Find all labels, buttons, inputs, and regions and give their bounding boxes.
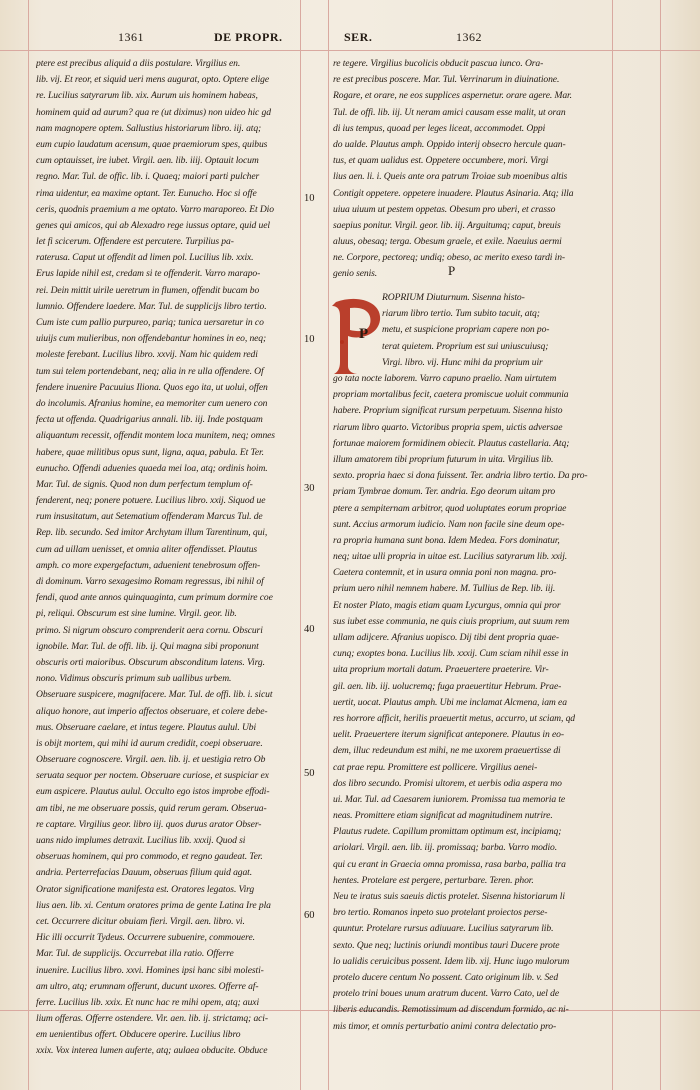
line-number: 10 xyxy=(304,334,315,345)
text-line: lium offeras. Offerre ostendere. Vir. aen. lib. ij. strictamq; aci- xyxy=(36,1013,268,1025)
text-line: am tibi, ne me obseruare possis, quid rerum geram. Obserua- xyxy=(36,802,267,814)
text-line: saepius ponitur. Virgil. geor. lib. iij. Arguitumq; caput, breuis xyxy=(333,219,561,231)
text-line: ullam adijcere. Afranius uopisco. Dij tibi dent propria quae- xyxy=(333,632,559,643)
text-line: pi, reliqui. Obscurum est sine lumine. Virgil. geor. lib. xyxy=(36,608,237,620)
text-line: tum sui telem portendebant, neq; alia in re ulla offendere. Of xyxy=(36,365,264,377)
margin-rule-left xyxy=(28,0,29,1090)
text-line: cet. Occurrere dicitur obuiam fieri. Virgil. aen. libro. vi. xyxy=(36,915,245,927)
text-line: neas. Promittere etiam significat ad magnitudinem nutrire. xyxy=(333,810,553,822)
decorated-initial xyxy=(328,296,384,376)
text-line: mis timor, et omnis perturbatio animi contra delectatio pro- xyxy=(333,1020,557,1032)
outer-rule-right xyxy=(660,0,661,1090)
text-line: uertit, uocat. Plautus amph. Ubi me inclamat Alcmena, iam ea xyxy=(333,696,567,708)
text-line: lumnio. Offendere laedere. Mar. Tul. de supplicijs libro tertio. xyxy=(36,300,267,312)
text-line: fecta ut offenda. Quadrigarius annali. lib. iij. Inde postquam xyxy=(36,414,263,426)
text-line: primo. Si nigrum obscuro comprenderit aera cornu. Obscuri xyxy=(36,624,263,636)
text-line: quuntur. Protelare rursus adiuuare. Lucilius satyrarum lib. xyxy=(333,923,554,935)
text-line: uans nido implumes detraxit. Lucilius lib. xxxij. Quod si xyxy=(36,835,246,846)
text-line: uita proprium mortali datum. Praeuertere praeterire. Vir- xyxy=(333,664,549,676)
text-line: do incolumis. Afranius homine, ea memoriter cum uenero con xyxy=(36,397,268,409)
text-line: ra propria humana sunt bona. Idem Medea. Fors dominatur, xyxy=(333,534,560,546)
text-line: let fi scicerum. Offendere est percutere. Turpilius pa- xyxy=(36,236,234,248)
text-line: eum aspicere. Plautus aulul. Occulto ego istos improbe effodi- xyxy=(36,786,270,798)
text-line: Contigit oppetere. oppetere inuadere. Plautus Asinaria. Atq; illa xyxy=(333,187,574,199)
text-line: illum amatorem tibi proprium futurum in uita. Virgilius lib. xyxy=(333,453,554,465)
text-line: eunucho. Offendi aduenies quaeda mei loa, atq; ordinis hoim. xyxy=(36,462,268,474)
text-line: metu, et suspicione propriam capere non po- xyxy=(382,324,550,336)
text-line: uelit. Praeuertere iterum significat anteponere. Plautus in eo- xyxy=(333,729,564,741)
text-line: is obijt mortem, qui mihi id aurum credidit, coepi obseruare. xyxy=(36,737,263,749)
text-line: di ius tempus, quoad per leges liceat, accommodet. Oppi xyxy=(333,122,546,134)
right-text-initial-lines xyxy=(382,290,608,371)
text-line: Obseruare suspicere, magnifacere. Mar. Tul. de offi. lib. i. sicut xyxy=(36,689,273,701)
text-line: Neu te iratus suis saeuis dictis protelet. Sisenna historiarum li xyxy=(333,891,565,902)
column-rule-right-inner xyxy=(328,0,329,1090)
text-line: re est precibus poscere. Mar. Tul. Verrinarum in diuinatione. xyxy=(333,74,560,86)
text-line: raterusa. Caput ut offendit ad limen pol. Lucilius lib. xxix. xyxy=(36,252,254,264)
text-line: do ualde. Plautus amph. Oppido interij obsecro hercule quan- xyxy=(333,138,566,150)
section-letter: P xyxy=(448,263,456,278)
text-line: mus. Obseruare caelare, et intus tegere. Plautus aulul. Ubi xyxy=(36,721,257,733)
text-line: Cum iste cum pallio purpureo, pariq; tunica uersaretur in co xyxy=(36,317,264,328)
text-line: aluus, obesaq; terga. Obesum graele, et exile. Naeuius aermi xyxy=(333,236,562,248)
text-line: habere, quae militibus opus sunt, ligna, aqua, pabula. Et Ter. xyxy=(36,446,264,458)
text-line: Plautus rudete. Capillum promittam optimum est, incipiamq; xyxy=(333,826,562,838)
text-line: di dominum. Varro sexagesimo Romam regressus, ibi nihil of xyxy=(36,576,264,587)
text-line: fendi, quod ante annos quinquaginta, cum primum dormire coe xyxy=(36,592,273,604)
running-title-left: DE PROPR. xyxy=(214,30,283,44)
text-line: regno. Mar. Tul. de offic. lib. i. Quaeq; maiori parti pulcher xyxy=(36,171,260,183)
text-line: ROPRIUM Diuturnum. Sisenna histo- xyxy=(382,292,525,303)
text-line: Orator significatione manifesta est. Oratores legatos. Virg xyxy=(36,883,255,895)
line-number: 50 xyxy=(304,768,315,779)
text-line: moleste ferebant. Lucilius libro. xxvij. Nam hic quidem redi xyxy=(36,349,258,361)
text-line: eum cupio laudatum acensum, quae praemiorum spes, quibus xyxy=(36,138,268,150)
text-line: ne. Corpore, pectoreq; undiq; obeso, ac merito exeso tardi in- xyxy=(333,252,565,264)
text-line: cum optauisset, ire iubet. Virgil. aen. lib. iiij. Optauit locum xyxy=(36,155,259,167)
text-line: habere. Proprium significat rursum perpetuum. Sisenna histo xyxy=(333,405,563,417)
text-line: nono. Vidimus obscuris primum sub uallibus urbem. xyxy=(36,673,232,685)
text-line: protelo ducere centum No possent. Cato originum lib. v. Sed xyxy=(333,971,559,983)
text-line: Et noster Plato, magis etiam quam Lycurgus, omnia qui pror xyxy=(333,599,561,611)
margin-rule-right xyxy=(612,0,613,1090)
text-line: Tul. de offi. lib. iij. Ut neram amici causam esse malit, ut oran xyxy=(333,106,566,118)
text-line: dos libro secundo. Promisi ultorem, et uerbis odia aspera mo xyxy=(333,777,562,789)
text-line: priam Tymbrae domum. Ter. andria. Ego deorum uitam pro xyxy=(333,486,556,498)
text-line: sexto. propria haec si dona fuissent. Ter. andria libro tertio. Da pro- xyxy=(333,470,588,482)
text-line: ceris, quodnis praemium a me optato. Varro maraporeo. Et Dio xyxy=(36,203,274,215)
text-line: Obseruare cognoscere. Virgil. aen. lib. ij. et uestigia retro Ob xyxy=(36,754,266,766)
initial-letter: P xyxy=(359,326,369,342)
folio-right: 1362 xyxy=(456,30,482,44)
text-line: re captare. Virgilius geor. libro iij. quos durus arator Obser- xyxy=(36,818,262,830)
left-text-column xyxy=(36,56,296,1060)
text-line: gil. aen. lib. iij. uolucremq; fuga praeuertitur Hebrum. Prae- xyxy=(333,680,562,692)
text-line: sus iubet esse communia, ne quis ciuis proprium, aut suum rem xyxy=(333,615,570,627)
text-line: re. Lucilius satyrarum lib. xix. Aurum uis hominem habeas, xyxy=(36,90,258,102)
column-rule-left-inner xyxy=(300,0,301,1090)
text-line: lius aen. li. i. Queis ante ora patrum Troiae sub moenibus altis xyxy=(333,171,568,183)
text-line: Caetera contemnit, et in usura omnia poni non magna. pro- xyxy=(333,567,557,579)
text-line: Hic illi occurrit Tydeus. Occurrere subuenire, commouere. xyxy=(36,932,255,944)
folio-left: 1361 xyxy=(118,30,144,44)
text-line: terat quietem. Proprium est sui uniuscuiusq; xyxy=(382,340,549,352)
text-line: obseruas hominem, qui pro commodo, et regno gaudeat. Ter. xyxy=(36,851,263,863)
text-line: propriam mortalibus fecit, caetera promiscue uoluit communia xyxy=(333,389,569,401)
line-number: 10 xyxy=(304,193,315,204)
text-line: Rep. lib. secundo. Sed imitor Archytam illum Tarentinum, qui, xyxy=(36,527,268,539)
text-line: nam magnopere optem. Sallustius historiarum libro. iij. atq; xyxy=(36,122,262,134)
text-line: sunt. Accius armorum iudicio. Nam non facile sine deum ope- xyxy=(333,518,565,530)
text-line: rima uidentur, ea maxime optant. Ter. Eunucho. Hoc si offe xyxy=(36,187,257,199)
text-line: fortunae maiorem formidinem obiecit. Plautus castellaria. Atq; xyxy=(333,437,570,449)
text-line: seruata sequor per noctem. Obseruare curiose, et suspiciar ex xyxy=(36,770,269,782)
text-line: cunq; exoptes bona. Lucilius lib. xxxij. Cum sciam nihil esse in xyxy=(333,648,569,660)
text-line: uiua uiuum ut pestem oppetas. Obesum pro uberi, et crasso xyxy=(333,203,556,215)
text-line: ptere est precibus aliquid a diis postulare. Virgilius en. xyxy=(36,58,241,69)
text-line: liberis educandis. Remotissimum ad discendum formido, ac ni- xyxy=(333,1004,569,1016)
text-line: genio senis. xyxy=(333,268,378,280)
text-line: uiuijs cum mulieribus, non offendebantur homines in eo, neq; xyxy=(36,333,267,345)
text-line: dem, illuc redeundum est mihi, ne me uxorem praeuertisse di xyxy=(333,745,561,757)
text-line: cum ad uillam uenisset, et omnia aliter offendisset. Plautus xyxy=(36,543,258,555)
text-line: cat prae repu. Promittere est pollicere. Virgilius aenei- xyxy=(333,761,538,773)
text-line: fenderent, neq; ponere potuere. Lucilius libro. xxij. Siquod ue xyxy=(36,495,266,507)
text-line: riarum libro tertio. Tum subito tacuit, atq; xyxy=(382,308,540,320)
header-rule xyxy=(0,50,700,51)
text-line: ptere a sempiternam arbitror, quod uoluptates eorum propriae xyxy=(333,502,567,514)
text-line: ariolari. Virgil. aen. lib. iij. promissaq; barba. Varro modio. xyxy=(333,842,558,854)
text-line: inuenire. Lucilius libro. xxvi. Homines ipsi hanc sibi molesti- xyxy=(36,964,264,976)
text-line: bro tertio. Romanos inpeto suo protelant proiectos perse- xyxy=(333,907,548,919)
text-line: ignobile. Mar. Tul. de offi. lib. ij. Qui magna sibi proponunt xyxy=(36,640,259,652)
text-line: rum insusitatum, aut Setematium offenderam Marcus Tul. de xyxy=(36,511,263,523)
text-line: qui cu erant in Graecia omna promissa, rasa barba, pallia tra xyxy=(333,858,566,870)
text-line: xxix. Vox interea lumen auferte, atq; aulaea obducite. Obduce xyxy=(36,1045,268,1057)
text-line: res horrore afficit, herilis praeuertit metus, accurro, ut sciam, qd xyxy=(333,712,575,724)
text-line: re tegere. Virgilius bucolicis obducit pascua iunco. Ora- xyxy=(333,58,544,69)
text-line: hominem quid ad aurum? qua re (ut diximus) non uideo hic gd xyxy=(36,106,271,118)
text-line: go tata nocte laborem. Varro capuno praelio. Nam uirtutem xyxy=(333,373,557,384)
text-line: riarum libro quarto. Victoribus propria spem, uictis adversae xyxy=(333,421,563,433)
line-number: 30 xyxy=(304,483,315,494)
text-line: obscuris orti maioribus. Obscurum absconditum latens. Virg. xyxy=(36,656,265,668)
text-line: Rogare, et orare, ne eos supplices aspernetur. orare agere. Mar. xyxy=(333,90,572,102)
text-line: fendere inuenire Pacuuius Iliona. Quos ego ita, ut uolui, offen xyxy=(36,381,268,393)
line-number: 40 xyxy=(304,624,315,635)
text-line: protelo trini boues unum aratrum ducent. Varro Cato, uel de xyxy=(333,988,560,1000)
text-line: ui. Mar. Tul. ad Caesarem iuniorem. Promissa tua memoria te xyxy=(333,793,566,805)
text-line: sexto. Que neq; luctinis oriundi montibus tauri Ducere prote xyxy=(333,939,560,951)
running-title-right: SER. xyxy=(344,30,373,44)
text-line: ferre. Lucilius lib. xxix. Et nunc hac re mihi opem, atq; auxi xyxy=(36,996,260,1008)
right-text-column-top xyxy=(333,56,605,283)
text-line: hentes. Protelare est pergere, perturbare. Teren. phor. xyxy=(333,874,534,886)
text-line: am ultro, atq; erumnam offerunt, ducunt uxores. Offerre af- xyxy=(36,980,259,992)
text-line: genes qui amicos, qui ab Alexadro rege iussus optare, quid uel xyxy=(36,219,270,231)
text-line: lo ualidis ceruicibus possent. Idem lib. xij. Hunc iugo mulorum xyxy=(333,955,570,967)
text-line: amph. co more expergefactum, aduenient tenebrosum offen- xyxy=(36,559,261,571)
text-line: lib. vij. Et reor, et siquid ueri mens augurat, opto. Optere elige xyxy=(36,74,270,86)
text-line: aliquantum recessit, offendit montem loca munitem, neq; omnes xyxy=(36,430,275,442)
text-line: Mar. Tul. de signis. Quod non dum perfectum templum of- xyxy=(36,478,253,490)
text-line: Erus lapide nihil est, credam si te offenderit. Varro marapo- xyxy=(36,268,261,280)
text-line: andria. Perterrefacias Dauum, obseruas filium quid agat. xyxy=(36,867,253,879)
text-line: Mar. Tul. de supplicijs. Occurrebat illa ratio. Offerre xyxy=(36,948,234,960)
text-line: neq; uitae ulli propria in uitae est. Lucilius satyrarum lib. xxij. xyxy=(333,551,568,563)
text-line: aliquo honore, aut imperio affectos obseruare, et colere debe- xyxy=(36,705,268,717)
text-line: lius aen. lib. xi. Centum oratores prima de gente Latina Ire pla xyxy=(36,899,271,911)
right-text-column-rest xyxy=(333,371,605,1035)
text-line: tus, et quam ualidus est. Oppetere occumbere, mori. Virgi xyxy=(333,155,549,167)
text-line: em uenientibus offert. Obducere operire. Lucilius libro xyxy=(36,1029,241,1041)
text-line: prium uero nihil nemnem habere. M. Tullius de Rep. lib. iij. xyxy=(333,583,556,595)
text-line: Virgi. libro. vij. Hunc mihi da proprium uir xyxy=(382,356,543,368)
text-line: rei. Dein mittit uirile ueretrum in flumen, offendit bucam bo xyxy=(36,284,260,296)
red-initial-flourish xyxy=(328,296,384,376)
line-number: 60 xyxy=(304,910,315,921)
